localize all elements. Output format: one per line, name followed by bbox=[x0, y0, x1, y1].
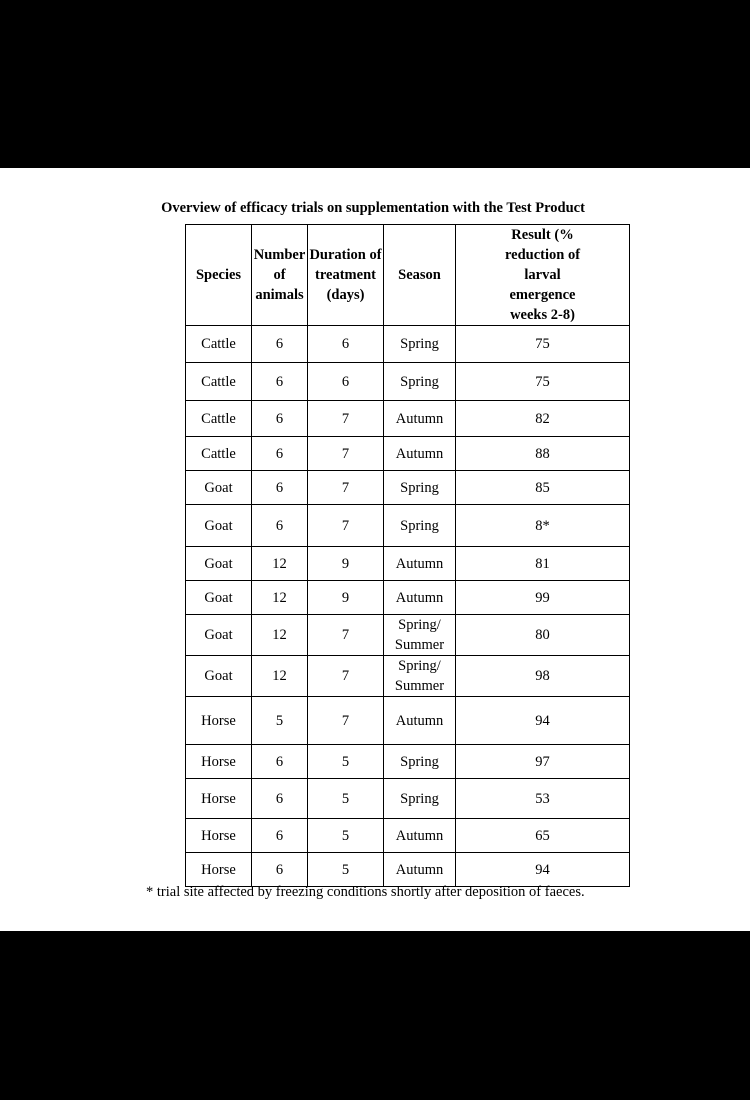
cell-duration: 7 bbox=[308, 615, 384, 656]
cell-duration: 7 bbox=[308, 697, 384, 745]
cell-duration: 7 bbox=[308, 401, 384, 437]
table-row bbox=[186, 471, 630, 505]
table-row bbox=[186, 401, 630, 437]
table-row bbox=[186, 656, 630, 697]
cell-duration: 6 bbox=[308, 363, 384, 401]
cell-duration: 5 bbox=[308, 745, 384, 779]
table-row bbox=[186, 505, 630, 547]
cell-number: 6 bbox=[252, 437, 308, 471]
header-duration: Duration of treatment (days) bbox=[308, 225, 384, 326]
cell-result: 82 bbox=[456, 401, 630, 437]
table-row bbox=[186, 853, 630, 887]
cell-number: 6 bbox=[252, 819, 308, 853]
cell-season: Autumn bbox=[384, 819, 456, 853]
cell-result: 75 bbox=[456, 326, 630, 363]
cell-season: Autumn bbox=[384, 581, 456, 615]
cell-species: Horse bbox=[186, 853, 252, 887]
cell-species: Goat bbox=[186, 471, 252, 505]
cell-duration: 6 bbox=[308, 326, 384, 363]
cell-duration: 9 bbox=[308, 581, 384, 615]
table-row bbox=[186, 547, 630, 581]
table-row bbox=[186, 615, 630, 656]
cell-species: Horse bbox=[186, 745, 252, 779]
cell-species: Cattle bbox=[186, 363, 252, 401]
cell-season: Autumn bbox=[384, 401, 456, 437]
cell-season: Spring bbox=[384, 745, 456, 779]
cell-season: Autumn bbox=[384, 547, 456, 581]
cell-number: 6 bbox=[252, 401, 308, 437]
cell-season: Spring bbox=[384, 471, 456, 505]
table-row bbox=[186, 779, 630, 819]
cell-season: Autumn bbox=[384, 437, 456, 471]
cell-duration: 7 bbox=[308, 656, 384, 697]
cell-result: 88 bbox=[456, 437, 630, 471]
footnote: * trial site affected by freezing conditions shortly after deposition of faeces. bbox=[146, 884, 585, 900]
table-row bbox=[186, 697, 630, 745]
cell-duration: 7 bbox=[308, 471, 384, 505]
table-title: Overview of efficacy trials on supplementation with the Test Product bbox=[161, 200, 585, 216]
cell-species: Cattle bbox=[186, 437, 252, 471]
cell-result: 8* bbox=[456, 505, 630, 547]
cell-number: 12 bbox=[252, 615, 308, 656]
cell-duration: 5 bbox=[308, 819, 384, 853]
cell-number: 6 bbox=[252, 471, 308, 505]
cell-number: 12 bbox=[252, 547, 308, 581]
cell-duration: 7 bbox=[308, 505, 384, 547]
header-result: Result (% reduction of larval emergence weeks 2-8) bbox=[456, 225, 630, 326]
document-page bbox=[0, 168, 750, 931]
cell-result: 81 bbox=[456, 547, 630, 581]
cell-duration: 7 bbox=[308, 437, 384, 471]
header-row bbox=[186, 225, 630, 326]
cell-result: 99 bbox=[456, 581, 630, 615]
cell-number: 12 bbox=[252, 656, 308, 697]
cell-season: Spring/ Summer bbox=[384, 615, 456, 656]
cell-species: Cattle bbox=[186, 326, 252, 363]
cell-result: 94 bbox=[456, 853, 630, 887]
cell-species: Goat bbox=[186, 615, 252, 656]
table-row bbox=[186, 745, 630, 779]
cell-season: Spring/ Summer bbox=[384, 656, 456, 697]
cell-number: 12 bbox=[252, 581, 308, 615]
cell-season: Spring bbox=[384, 363, 456, 401]
cell-species: Goat bbox=[186, 547, 252, 581]
cell-result: 85 bbox=[456, 471, 630, 505]
cell-season: Autumn bbox=[384, 853, 456, 887]
cell-species: Cattle bbox=[186, 401, 252, 437]
cell-number: 5 bbox=[252, 697, 308, 745]
cell-number: 6 bbox=[252, 853, 308, 887]
header-species: Species bbox=[186, 225, 252, 326]
cell-number: 6 bbox=[252, 363, 308, 401]
cell-season: Spring bbox=[384, 326, 456, 363]
cell-duration: 9 bbox=[308, 547, 384, 581]
header-season: Season bbox=[384, 225, 456, 326]
table-row bbox=[186, 437, 630, 471]
table-row bbox=[186, 819, 630, 853]
cell-season: Spring bbox=[384, 779, 456, 819]
table-row bbox=[186, 581, 630, 615]
cell-season: Spring bbox=[384, 505, 456, 547]
cell-result: 97 bbox=[456, 745, 630, 779]
cell-result: 65 bbox=[456, 819, 630, 853]
cell-duration: 5 bbox=[308, 853, 384, 887]
cell-number: 6 bbox=[252, 745, 308, 779]
cell-duration: 5 bbox=[308, 779, 384, 819]
cell-species: Horse bbox=[186, 819, 252, 853]
cell-result: 53 bbox=[456, 779, 630, 819]
efficacy-trials-table bbox=[185, 224, 630, 887]
cell-result: 94 bbox=[456, 697, 630, 745]
cell-result: 75 bbox=[456, 363, 630, 401]
cell-number: 6 bbox=[252, 779, 308, 819]
cell-species: Horse bbox=[186, 697, 252, 745]
cell-species: Goat bbox=[186, 581, 252, 615]
header-number: Number of animals bbox=[252, 225, 308, 326]
table-row bbox=[186, 326, 630, 363]
cell-species: Horse bbox=[186, 779, 252, 819]
cell-species: Goat bbox=[186, 505, 252, 547]
table-row bbox=[186, 363, 630, 401]
cell-species: Goat bbox=[186, 656, 252, 697]
cell-result: 98 bbox=[456, 656, 630, 697]
cell-result: 80 bbox=[456, 615, 630, 656]
cell-season: Autumn bbox=[384, 697, 456, 745]
cell-number: 6 bbox=[252, 505, 308, 547]
cell-number: 6 bbox=[252, 326, 308, 363]
